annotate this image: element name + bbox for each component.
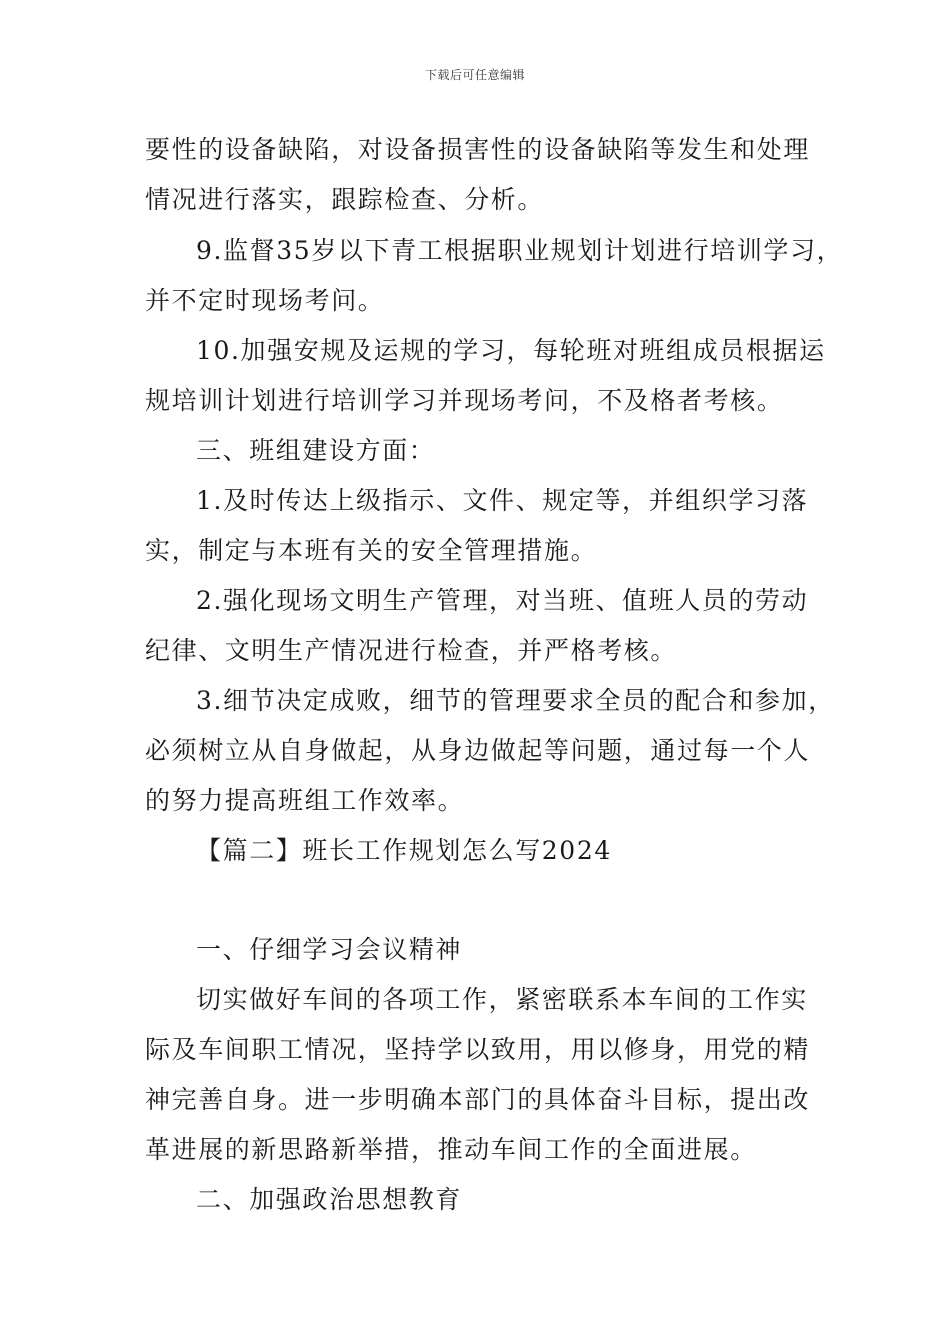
body-line: 革进展的新思路新举措，推动车间工作的全面进展。 [145, 1135, 757, 1164]
body-line: 9.监督35岁以下青工根据职业规划计划进行培训学习， [196, 236, 844, 265]
body-line: 2.强化现场文明生产管理，对当班、值班人员的劳动 [196, 586, 809, 615]
body-line: 实，制定与本班有关的安全管理措施。 [145, 536, 598, 565]
body-line: 情况进行落实，跟踪检查、分析。 [145, 185, 545, 214]
section-heading: 二、加强政治思想教育 [196, 1185, 463, 1214]
section-heading: 一、仔细学习会议精神 [196, 935, 463, 964]
body-line: 并不定时现场考问。 [145, 286, 385, 315]
page-header: 下载后可任意编辑 [424, 68, 525, 82]
body-line: 要性的设备缺陷，对设备损害性的设备缺陷等发生和处理 [145, 135, 811, 164]
body-line: 切实做好车间的各项工作，紧密联系本车间的工作实 [196, 985, 808, 1014]
body-line: 纪律、文明生产情况进行检查，并严格考核。 [145, 636, 678, 665]
body-line: 10.加强安规及运规的学习，每轮班对班组成员根据运 [196, 336, 826, 365]
body-line: 的努力提高班组工作效率。 [145, 786, 465, 815]
body-line: 1.及时传达上级指示、文件、规定等，并组织学习落 [196, 486, 809, 515]
body-line: 规培训计划进行培训学习并现场考问，不及格者考核。 [145, 386, 784, 415]
section-heading: 三、班组建设方面： [196, 436, 436, 465]
article-title: 【篇二】班长工作规划怎么写2024 [196, 836, 612, 865]
body-line: 3.细节决定成败，细节的管理要求全员的配合和参加， [196, 686, 835, 715]
body-line: 必须树立从自身做起，从身边做起等问题，通过每一个人 [145, 736, 811, 765]
body-line: 际及车间职工情况，坚持学以致用，用以修身，用党的精 [145, 1035, 811, 1064]
body-line: 神完善自身。进一步明确本部门的具体奋斗目标，提出改 [145, 1085, 811, 1114]
